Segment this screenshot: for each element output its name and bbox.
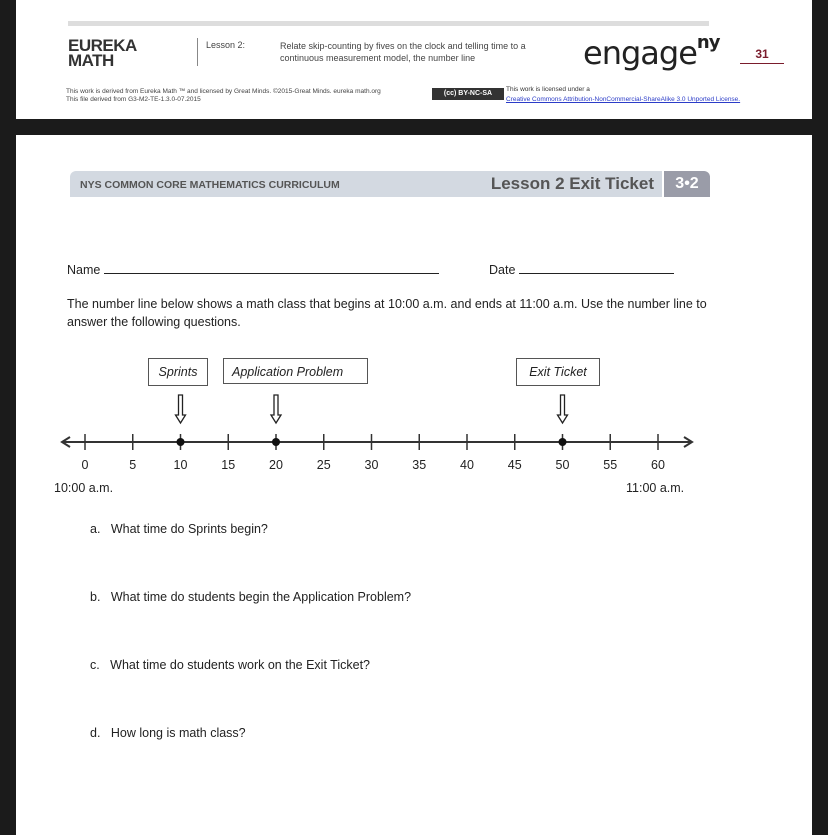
number-line — [16, 385, 812, 465]
tick-label: 30 — [364, 458, 379, 472]
date-label: Date — [489, 263, 516, 277]
label-sprints: Sprints — [148, 358, 208, 386]
top-rule — [68, 21, 709, 26]
question-b: b. What time do students begin the Application Problem? — [90, 590, 412, 604]
page-number: 31 — [740, 47, 784, 64]
tick-label: 35 — [412, 458, 427, 472]
license-text: This work is licensed under a Creative Commons Attribution-NonCommercial-ShareAlike 3.0 Unported License. — [506, 86, 741, 103]
curriculum-name: NYS COMMON CORE MATHEMATICS CURRICULUM — [80, 179, 340, 191]
tick-label: 50 — [555, 458, 570, 472]
curriculum-header — [70, 171, 662, 197]
tick-label: 0 — [81, 458, 89, 472]
tick-label: 25 — [316, 458, 331, 472]
tick-label: 5 — [129, 458, 137, 472]
date-field[interactable] — [489, 261, 674, 277]
divider — [197, 38, 198, 66]
cc-license-badge: (cc) BY-NC-SA — [432, 88, 504, 100]
engageny-logo: engage$^{ny}$ — [583, 32, 720, 72]
event-point — [559, 438, 567, 446]
tick-label: 45 — [507, 458, 522, 472]
label-exit-ticket: Exit Ticket — [516, 358, 600, 386]
grade-module-badge: 3•2 — [664, 171, 710, 197]
page-title: Lesson 2 Exit Ticket — [490, 174, 654, 193]
end-time: 11:00 a.m. — [626, 481, 685, 495]
credit-text: This work is derived from Eureka Math ™ and licensed by Great Minds. ©2015-Great Minds. eureka math.org This file derived from G3-M2-TE-1.3.0-07.2015 — [66, 88, 381, 103]
down-arrow-icon — [176, 395, 186, 423]
tick-label: 40 — [460, 458, 474, 472]
tick-label: 60 — [651, 458, 665, 472]
exit-ticket-page — [16, 135, 812, 835]
question-a: a. What time do Sprints begin? — [90, 522, 268, 536]
tick-label: 55 — [603, 458, 618, 472]
instructions: The number line below shows a math class that begins at 10:00 a.m. and ends at 11:00 a.m. Use the number line to answer the following questions. — [67, 297, 707, 329]
down-arrow-icon — [558, 395, 568, 423]
down-arrow-icon — [271, 395, 281, 423]
tick-label: 15 — [221, 458, 236, 472]
label-application-problem: Application Problem — [223, 358, 368, 384]
lesson-label: Lesson 2: — [206, 40, 246, 50]
name-field[interactable] — [67, 261, 439, 277]
tick-label: 20 — [269, 458, 283, 472]
lesson-description: Relate skip-counting by fives on the clock and telling time to a continuous measurement model, the number line — [280, 41, 526, 63]
eureka-math-logo: EUREKA MATH — [68, 36, 137, 70]
event-point — [177, 438, 185, 446]
question-c: c. What time do students work on the Exit Ticket? — [90, 658, 370, 672]
tick-label: 10 — [173, 458, 188, 472]
license-link[interactable]: Creative Commons Attribution-NonCommercial-ShareAlike 3.0 Unported License. — [506, 96, 741, 103]
event-point — [272, 438, 280, 446]
previous-page — [16, 0, 812, 119]
question-d: d. How long is math class? — [90, 726, 246, 740]
name-label: Name — [67, 263, 101, 277]
start-time: 10:00 a.m. — [54, 481, 114, 495]
